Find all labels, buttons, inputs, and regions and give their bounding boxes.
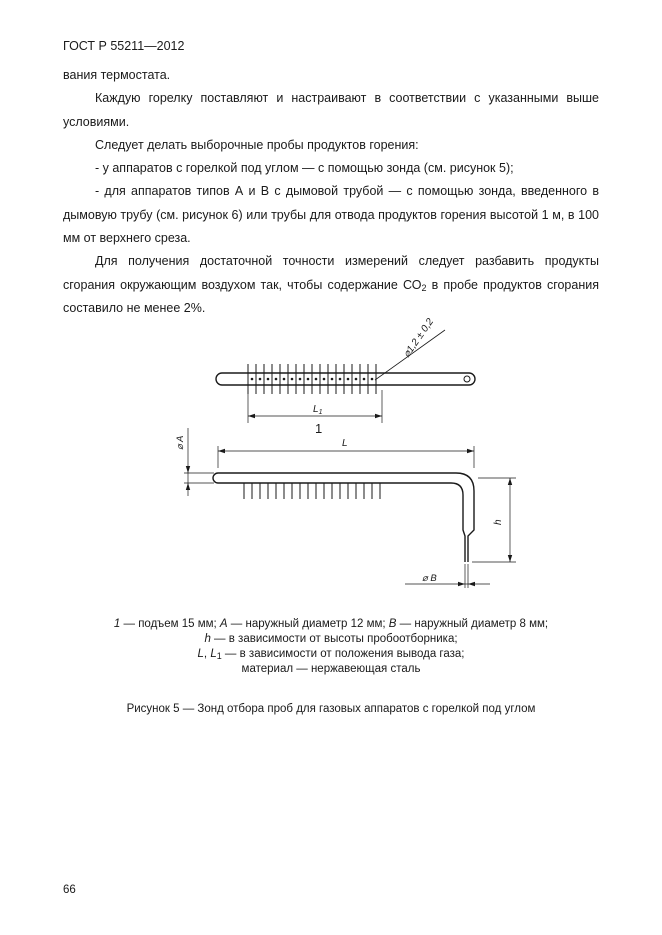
sampling-hole (347, 378, 350, 381)
sampling-hole (371, 378, 374, 381)
probe-side-view (184, 428, 516, 588)
sampling-hole (323, 378, 326, 381)
legend-line-3: L, $L_1$ — в зависимости от положения вывода газа; (197, 648, 465, 661)
legend-line-1: 1 — подъем 15 мм; A — наружный диаметр 12 мм; B — наружный диаметр 8 мм; (113, 618, 549, 630)
body-text (63, 64, 599, 320)
sampling-hole (283, 378, 286, 381)
dilution-text-start: Для получения достаточной точности измерений следует разбавить продукты сгорания окружающим воздухом так, чтобы содержание СО (63, 254, 599, 292)
sampling-hole (355, 378, 358, 381)
sampling-hole (339, 378, 342, 381)
sampling-hole (291, 378, 294, 381)
sampling-hole (299, 378, 302, 381)
figure-caption: Рисунок 5 — Зонд отбора проб для газовых аппаратов с горелкой под углом (126, 703, 536, 715)
sampling-hole (307, 378, 310, 381)
legend-line-4: материал — нержавеющая сталь (241, 663, 421, 675)
sampling-hole (275, 378, 278, 381)
probe-drawing (0, 300, 662, 600)
co2-subscript: 2 (421, 282, 427, 293)
sampling-hole (363, 378, 366, 381)
page-number: 66 (63, 884, 76, 896)
dimension-label-l: L (342, 438, 348, 449)
hole-diameter-label: ⌀1,2 ± 0,2 (401, 316, 437, 360)
sampling-hole (315, 378, 318, 381)
figure-legend (0, 617, 662, 677)
dimension-label-h: h (493, 519, 504, 525)
dilution-text-end: в пробе продуктов сгорания составило не менее 2%. (63, 277, 599, 315)
l1-letter: L (313, 404, 319, 415)
sampling-hole (267, 378, 270, 381)
paragraph-continuation: вания термостата. (63, 68, 171, 82)
dimension-label-l1 (313, 404, 323, 416)
dimension-label-b: ⌀ B (422, 573, 437, 584)
document-header: ГОСТ Р 55211—2012 (63, 39, 185, 53)
legend-line-2: h — в зависимости от высоты пробоотборника; (204, 633, 458, 645)
list-item-flue-pipe: - для аппаратов типов А и В с дымовой трубой — с помощью зонда, введенного в дымовую трубу (см. рисунок 6) или трубы для отвода продуктов горения высотой 1 м, в 100 мм от верхнего среза. (63, 184, 599, 246)
l1-subscript: 1 (318, 409, 323, 416)
probe-top-view (216, 330, 475, 423)
dimension-label-a: ⌀ A (175, 435, 186, 450)
view-number-label: 1 (315, 421, 323, 436)
paragraph-sampling: Следует делать выборочные пробы продуктов горения: (95, 137, 419, 152)
sampling-hole (251, 378, 254, 381)
list-item-angle-burner: - у аппаратов с горелкой под углом — с помощью зонда (см. рисунок 5); (95, 161, 514, 176)
sampling-hole (331, 378, 334, 381)
sampling-hole (259, 378, 262, 381)
paragraph-burner-setup: Каждую горелку поставляют и настраивают в соответствии с указанными выше условиями. (63, 91, 599, 129)
